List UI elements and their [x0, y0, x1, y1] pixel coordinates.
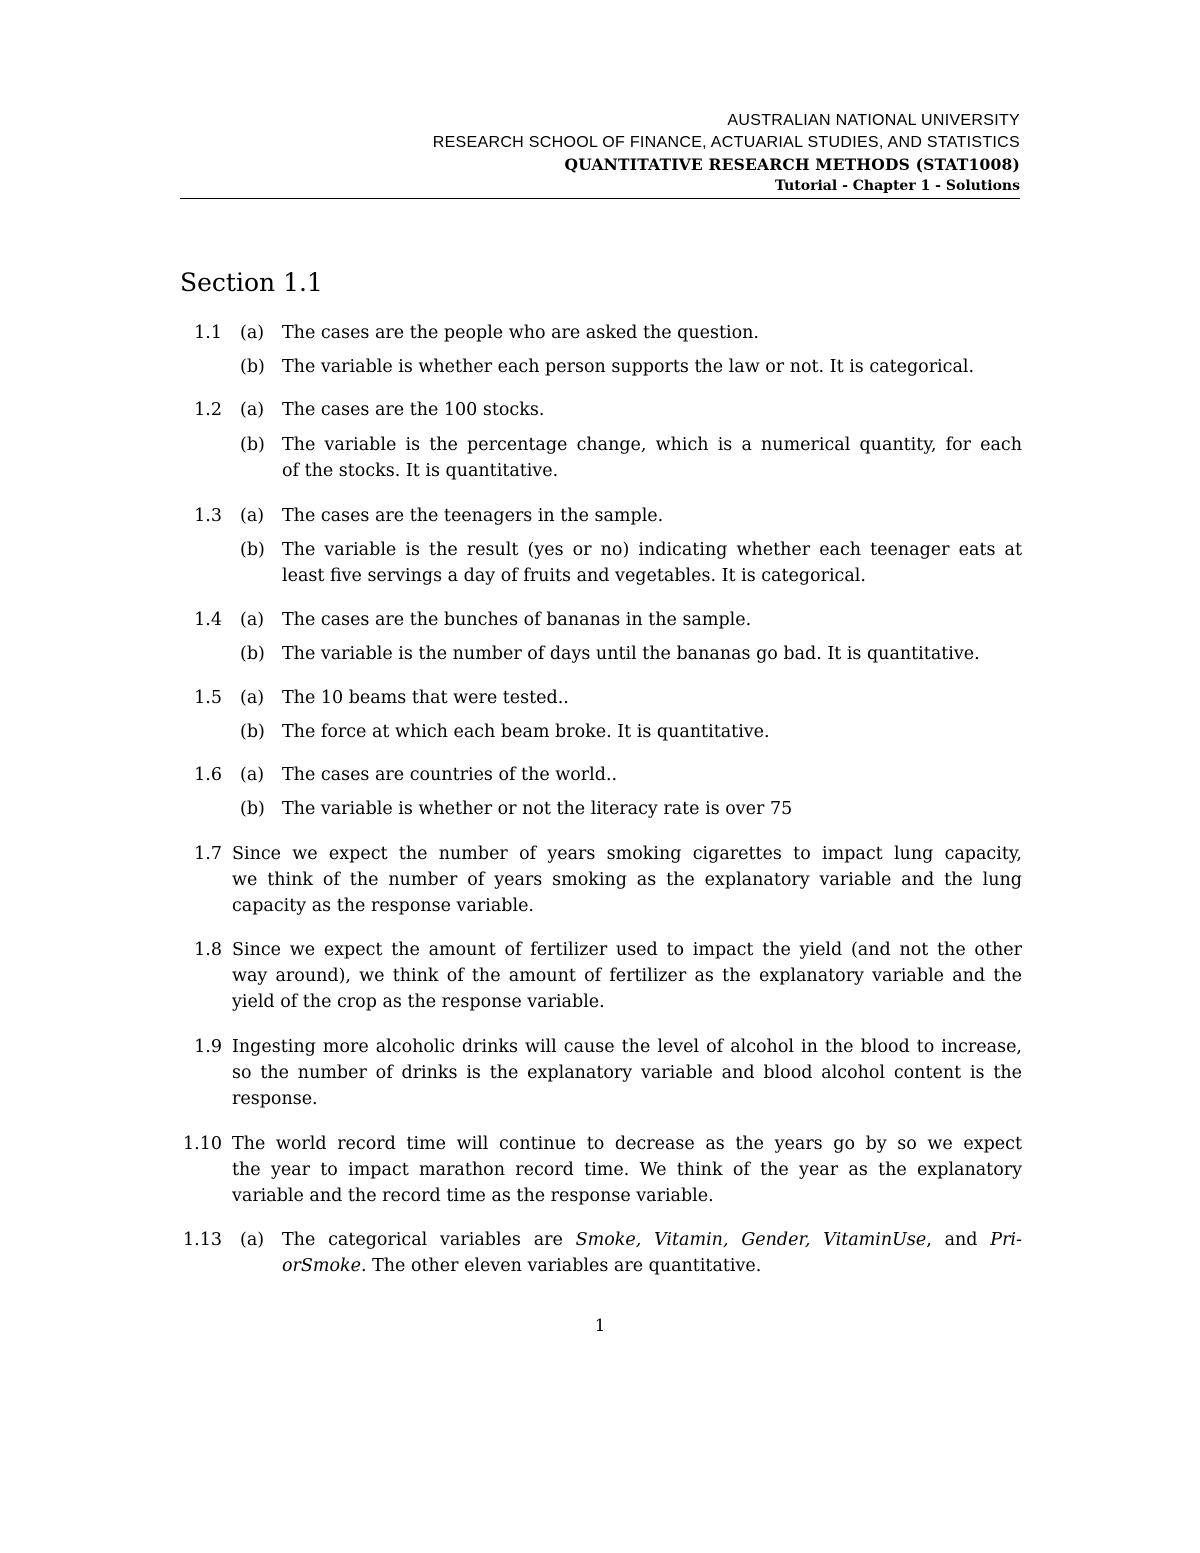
university-name: AUSTRALIAN NATIONAL UNIVERSITY — [727, 112, 1020, 129]
item-number: 1.2 — [194, 400, 222, 420]
answer-line: we think of the number of years smoking as the explanatory variable and the lung — [232, 870, 1022, 890]
answer-text — [232, 1131, 1022, 1209]
sub-label: (a) — [240, 688, 265, 708]
answer-text — [282, 432, 1022, 484]
answer-line: yield of the crop as the response variable. — [232, 992, 605, 1012]
variable-name: Vitamin, — [654, 1230, 729, 1250]
sub-label: (b) — [240, 435, 265, 455]
answer-text: The cases are the teenagers in the sample. — [282, 506, 664, 526]
item-number: 1.1 — [194, 323, 222, 343]
item-number: 1.7 — [194, 844, 222, 864]
variable-name: Smoke, — [575, 1230, 642, 1250]
item-number: 1.5 — [194, 688, 222, 708]
sub-label: (b) — [240, 722, 265, 742]
item-number: 1.10 — [183, 1134, 222, 1154]
variable-name: VitaminUse — [823, 1230, 927, 1250]
school-name: RESEARCH SCHOOL OF FINANCE, ACTUARIAL STUDIES, AND STATISTICS — [432, 134, 1020, 151]
item-number: 1.9 — [194, 1037, 222, 1057]
answer-text: The variable is whether or not the literacy rate is over 75 — [282, 799, 793, 819]
answer-text: The variable is the number of days until the bananas go bad. It is quantitative. — [282, 644, 980, 664]
answer-fragment: , and — [926, 1230, 991, 1250]
item-number: 1.4 — [194, 610, 222, 630]
variable-name: Gender, — [741, 1230, 811, 1250]
answer-line: Since we expect the number of years smoking cigarettes to impact lung capacity, — [232, 844, 1022, 864]
sub-label: (b) — [240, 357, 265, 377]
answer-line: capacity as the response variable. — [232, 896, 534, 916]
answer-line — [282, 1227, 1022, 1253]
answer-text — [232, 937, 1022, 1015]
answer-fragment: . The other eleven variables are quantitative. — [360, 1256, 762, 1276]
sub-label: (a) — [240, 400, 265, 420]
answer-text — [282, 537, 1022, 589]
page-number: 1 — [594, 1316, 606, 1336]
answer-text: The variable is whether each person supports the law or not. It is categorical. — [282, 357, 975, 377]
sub-label: (b) — [240, 540, 265, 560]
item-number: 1.3 — [194, 506, 222, 526]
item-number: 1.13 — [183, 1230, 222, 1250]
answer-line: way around), we think of the amount of fertilizer as the explanatory variable and the — [232, 966, 1022, 986]
answer-line: Since we expect the amount of fertilizer used to impact the yield (and not the other — [232, 940, 1022, 960]
answer-line: The world record time will continue to decrease as the years go by so we expect — [232, 1134, 1022, 1154]
answer-text — [282, 1227, 1022, 1279]
sub-label: (a) — [240, 610, 265, 630]
answer-text: The 10 beams that were tested.. — [282, 688, 569, 708]
answer-text: The cases are countries of the world.. — [282, 765, 618, 785]
variable-name: Pri- — [990, 1230, 1022, 1250]
answer-text — [232, 1034, 1022, 1112]
answer-line: variable and the record time as the response variable. — [232, 1186, 714, 1206]
item-number: 1.6 — [194, 765, 222, 785]
answer-line: The variable is the result (yes or no) indicating whether each teenager eats at — [282, 540, 1022, 560]
sub-label: (a) — [240, 506, 265, 526]
variable-name: orSmoke — [282, 1256, 361, 1276]
answer-line — [282, 1253, 1022, 1279]
sub-label: (a) — [240, 323, 265, 343]
section-title: Section 1.1 — [180, 268, 323, 297]
tutorial-title: Tutorial - Chapter 1 - Solutions — [775, 178, 1020, 194]
answer-line: response. — [232, 1089, 318, 1109]
answer-line: the year to impact marathon record time. We think of the year as the explanatory — [232, 1160, 1022, 1180]
answer-line: so the number of drinks is the explanatory variable and blood alcohol content is the — [232, 1063, 1022, 1083]
answer-fragment: The categorical variables are — [282, 1230, 576, 1250]
answer-text: The cases are the bunches of bananas in the sample. — [282, 610, 752, 630]
answer-text: The force at which each beam broke. It is quantitative. — [282, 722, 770, 742]
sub-label: (a) — [240, 765, 265, 785]
item-number: 1.8 — [194, 940, 222, 960]
header-rule — [180, 198, 1020, 199]
document-header — [180, 110, 1020, 196]
answer-line: least five servings a day of fruits and vegetables. It is categorical. — [282, 566, 866, 586]
answer-text — [232, 841, 1022, 919]
sub-label: (b) — [240, 644, 265, 664]
course-title: QUANTITATIVE RESEARCH METHODS (STAT1008) — [564, 155, 1020, 174]
answer-text: The cases are the 100 stocks. — [282, 400, 545, 420]
answer-text: The cases are the people who are asked the question. — [282, 323, 759, 343]
answer-line: The variable is the percentage change, which is a numerical quantity, for each — [282, 435, 1022, 455]
sub-label: (a) — [240, 1230, 265, 1250]
answer-line: of the stocks. It is quantitative. — [282, 461, 559, 481]
answer-line: Ingesting more alcoholic drinks will cause the level of alcohol in the blood to increase, — [232, 1037, 1022, 1057]
sub-label: (b) — [240, 799, 265, 819]
